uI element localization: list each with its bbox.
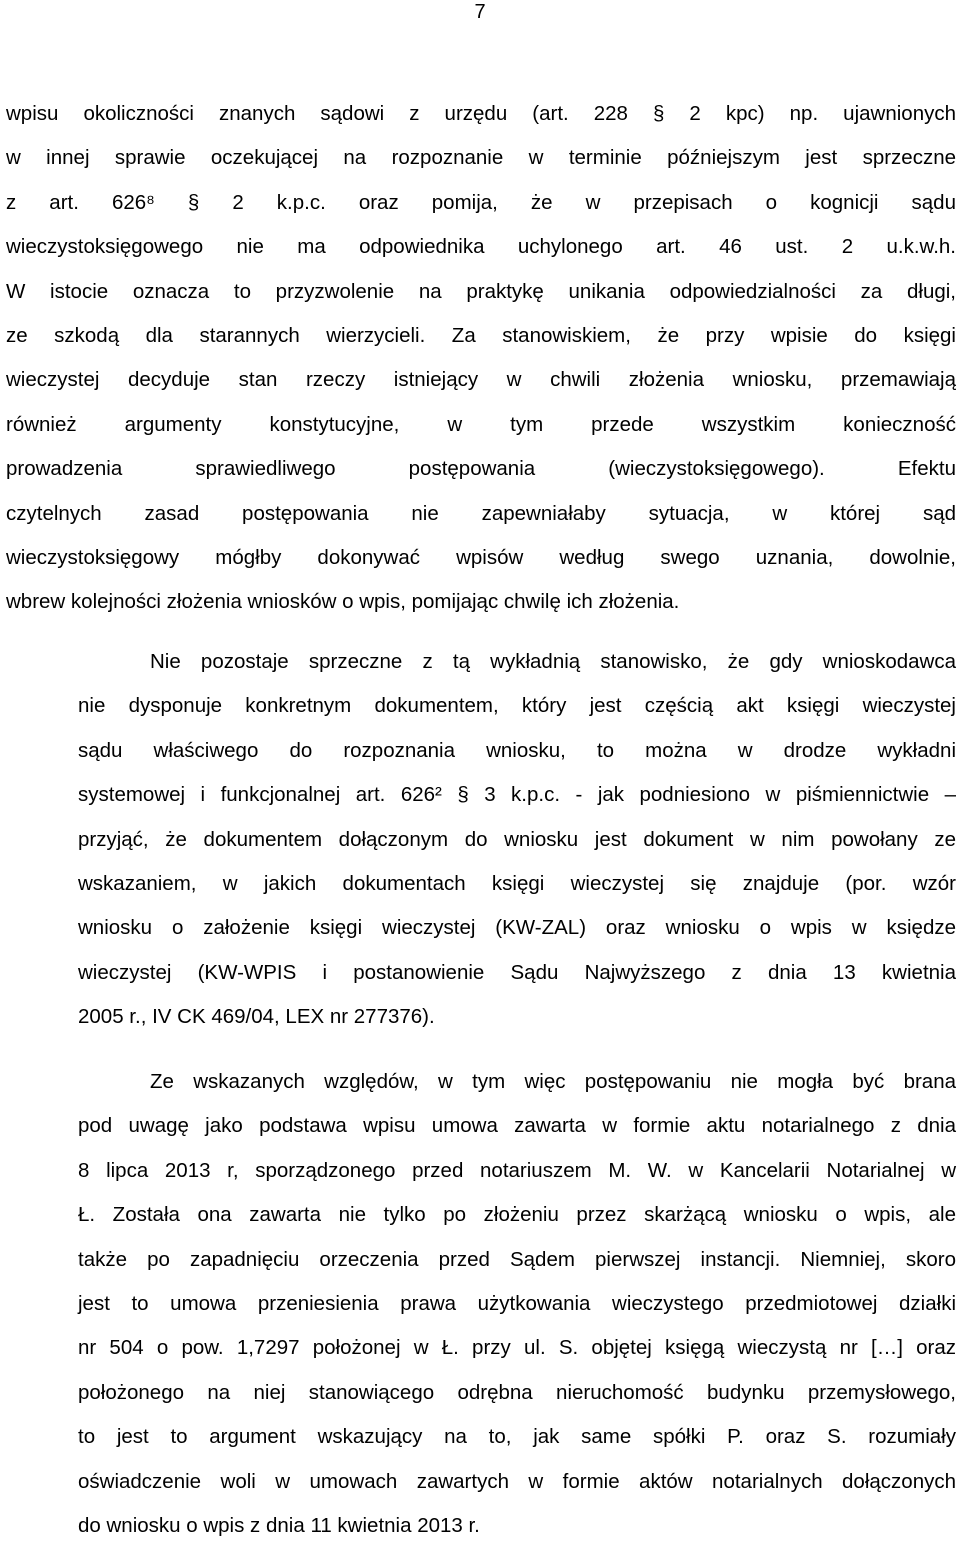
text-line: jest to umowa przeniesienia prawa użytkowania wieczystego przedmiotowej działki xyxy=(78,1292,956,1316)
text-line: nie dysponuje konkretnym dokumentem, który jest częścią akt księgi wieczystej xyxy=(78,694,956,718)
paragraph-1 xyxy=(6,92,956,625)
paragraph-2 xyxy=(6,640,956,1040)
text-line: systemowej i funkcjonalnej art. 626² § 3 k.p.c. - jak podniesiono w piśmiennictwie – xyxy=(78,783,956,807)
text-line: także po zapadnięciu orzeczenia przed Sądem pierwszej instancji. Niemniej, skoro xyxy=(78,1247,956,1271)
text-line: położonego na niej stanowiącego odrębna nieruchomość budynku przemysłowego, xyxy=(78,1380,956,1404)
text-line: oświadczenie woli w umowach zawartych w formie aktów notarialnych dołączonych xyxy=(78,1469,956,1493)
text-line: przyjąć, że dokumentem dołączonym do wniosku jest dokument w nim powołany ze xyxy=(78,827,956,851)
text-line: nr 504 o pow. 1,7297 położonej w Ł. przy ul. S. objętej księgą wieczystą nr […] oraz xyxy=(78,1336,956,1360)
text-line: pod uwagę jako podstawa wpisu umowa zawarta w formie aktu notarialnego z dnia xyxy=(78,1114,956,1138)
text-line: sądu właściwego do rozpoznania wniosku, to można w drodze wykładni xyxy=(78,738,956,762)
text-line: 8 lipca 2013 r, sporządzonego przed notariuszem M. W. w Kancelarii Notarialnej w xyxy=(78,1158,956,1182)
text-line: do wniosku o wpis z dnia 11 kwietnia 2013 r. xyxy=(78,1514,480,1538)
text-line: Nie pozostaje sprzeczne z tą wykładnią stanowisko, że gdy wnioskodawca xyxy=(150,650,956,673)
text-line: wieczystej (KW-WPIS i postanowienie Sądu Najwyższego z dnia 13 kwietnia xyxy=(78,960,956,984)
text-line: Ł. Została ona zawarta nie tylko po złożeniu przez skarżącą wniosku o wpis, ale xyxy=(78,1203,956,1227)
text-line: to jest to argument wskazujący na to, jak same spółki P. oraz S. rozumiały xyxy=(78,1425,956,1449)
text-line: z art. 626⁸ § 2 k.p.c. oraz pomija, że w przepisach o kognicji sądu xyxy=(6,190,956,214)
text-line: wpisu okoliczności znanych sądowi z urzędu (art. 228 § 2 kpc) np. ujawnionych xyxy=(6,102,956,125)
text-line: w innej sprawie oczekującej na rozpoznanie w terminie późniejszym jest sprzeczne xyxy=(6,146,956,170)
text-line: ze szkodą dla starannych wierzycieli. Za stanowiskiem, że przy wpisie do księgi xyxy=(6,324,956,348)
text-line: wniosku o założenie księgi wieczystej (KW-ZAL) oraz wniosku o wpis w księdze xyxy=(78,916,956,940)
text-line: prowadzenia sprawiedliwego postępowania (wieczystoksięgowego). Efektu xyxy=(6,457,956,481)
text-line: wieczystoksięgowego nie ma odpowiednika uchylonego art. 46 ust. 2 u.k.w.h. xyxy=(6,235,956,259)
text-line: również argumenty konstytucyjne, w tym przede wszystkim konieczność xyxy=(6,412,956,436)
paragraph-3 xyxy=(6,1060,956,1548)
text-line: 2005 r., IV CK 469/04, LEX nr 277376). xyxy=(78,1005,435,1029)
text-line: wbrew kolejności złożenia wniosków o wpis, pomijając chwilę ich złożenia. xyxy=(6,590,680,614)
text-line: W istocie oznacza to przyzwolenie na praktykę unikania odpowiedzialności za długi, xyxy=(6,279,956,303)
text-line: wieczystej decyduje stan rzeczy istniejący w chwili złożenia wniosku, przemawiają xyxy=(6,368,956,392)
page-number: 7 xyxy=(474,1,486,23)
text-line: wieczystoksięgowy mógłby dokonywać wpisów według swego uznania, dowolnie, xyxy=(6,546,956,570)
text-line: wskazaniem, w jakich dokumentach księgi wieczystej się znajduje (por. wzór xyxy=(78,872,956,896)
text-line: czytelnych zasad postępowania nie zapewniałaby sytuacja, w której sąd xyxy=(6,501,956,525)
text-line: Ze wskazanych względów, w tym więc postępowaniu nie mogła być brana xyxy=(150,1070,956,1093)
